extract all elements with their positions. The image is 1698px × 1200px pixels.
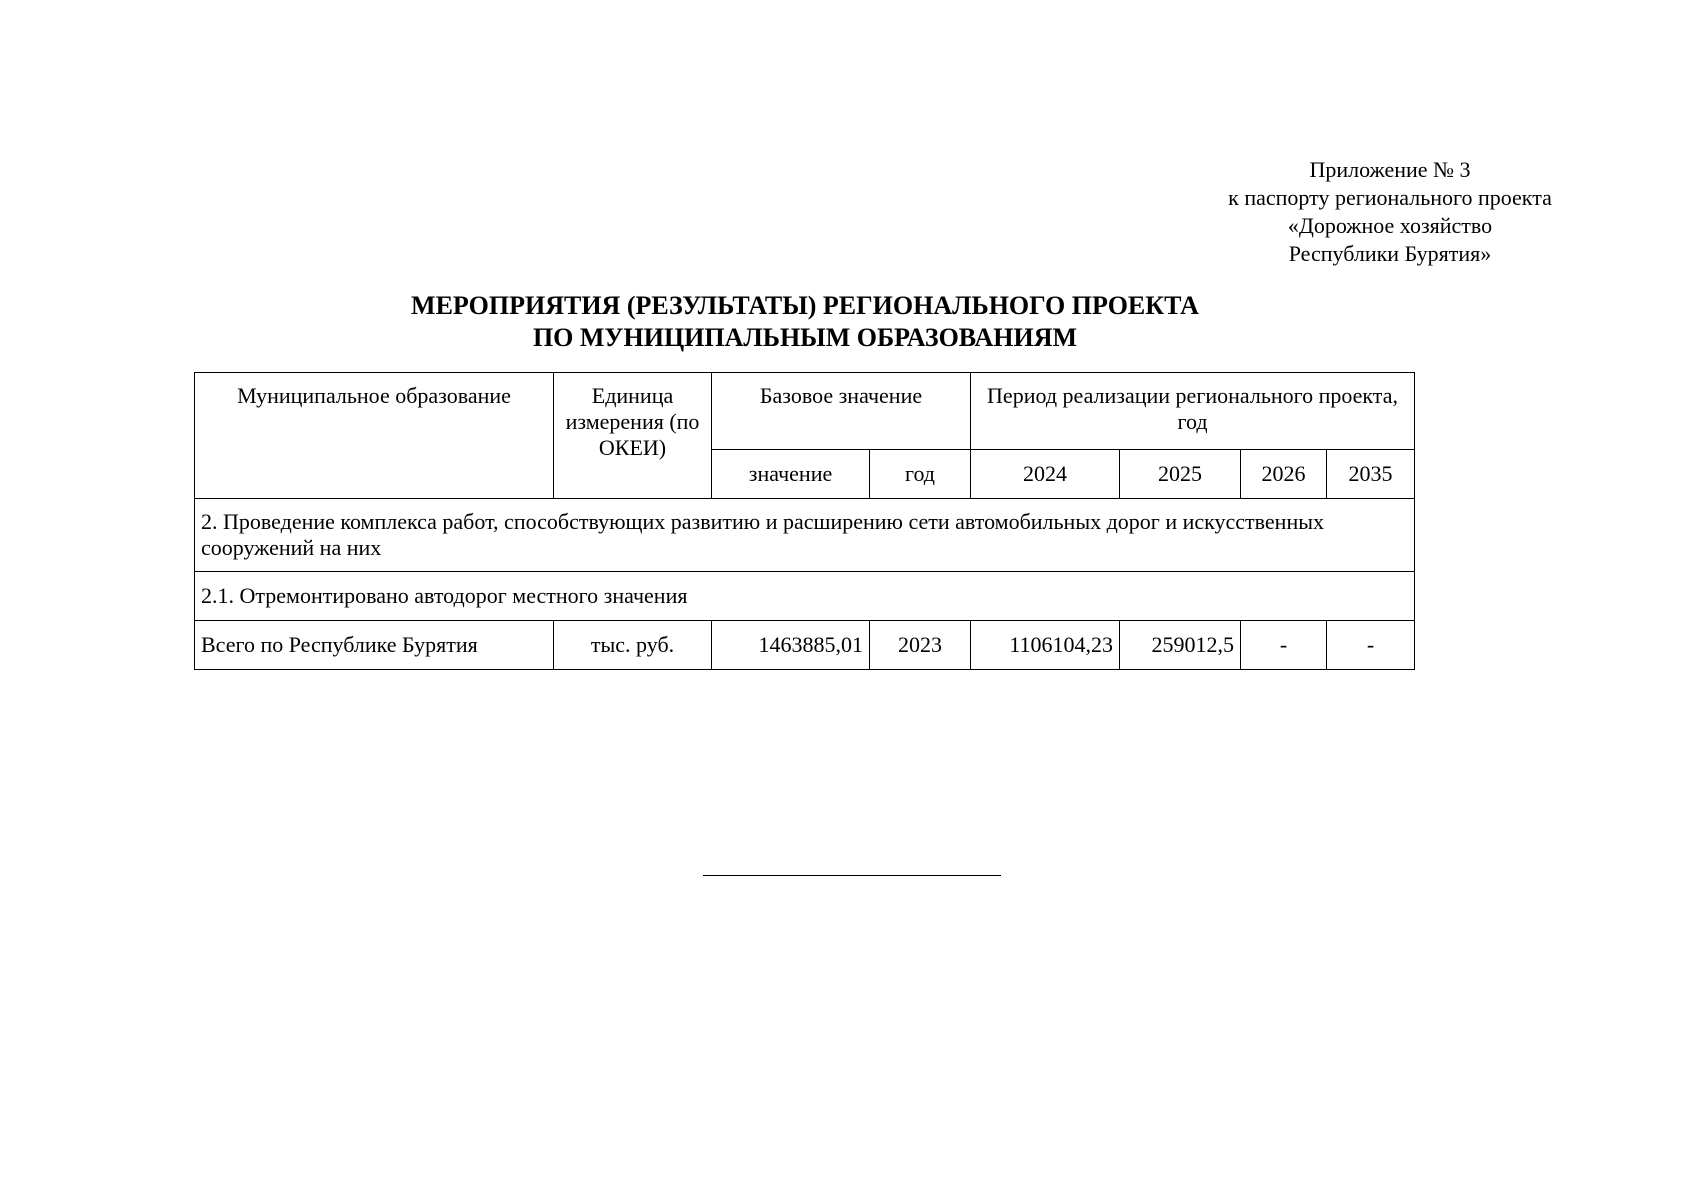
header-municipality: Муниципальное образование bbox=[195, 373, 554, 499]
cell-2025: 259012,5 bbox=[1120, 621, 1241, 670]
subsection-title: 2.1. Отремонтировано автодорог местного значения bbox=[195, 572, 1415, 621]
document-title bbox=[195, 290, 1415, 354]
header-row-1 bbox=[195, 373, 1415, 450]
title-line-2: ПО МУНИЦИПАЛЬНЫМ ОБРАЗОВАНИЯМ bbox=[532, 323, 1078, 352]
end-separator-line bbox=[703, 875, 1001, 876]
appendix-line-2: к паспорту регионального проекта bbox=[1228, 185, 1552, 210]
table-row bbox=[195, 621, 1415, 670]
cell-base-year: 2023 bbox=[870, 621, 971, 670]
title-line-1: МЕРОПРИЯТИЯ (РЕЗУЛЬТАТЫ) РЕГИОНАЛЬНОГО ПРОЕКТА bbox=[411, 291, 1199, 320]
header-base-value: значение bbox=[712, 450, 870, 499]
cell-2024: 1106104,23 bbox=[971, 621, 1120, 670]
appendix-line-4: Республики Бурятия» bbox=[1288, 241, 1492, 266]
header-year-2024: 2024 bbox=[971, 450, 1120, 499]
results-table bbox=[194, 372, 1415, 670]
header-unit: Единица измерения (по ОКЕИ) bbox=[554, 373, 712, 499]
subsection-row bbox=[195, 572, 1415, 621]
header-year-2025: 2025 bbox=[1120, 450, 1241, 499]
cell-base-value: 1463885,01 bbox=[712, 621, 870, 670]
appendix-line-3: «Дорожное хозяйство bbox=[1287, 213, 1493, 238]
cell-2026: - bbox=[1241, 621, 1327, 670]
section-row bbox=[195, 499, 1415, 572]
header-period: Период реализации регионального проекта, год bbox=[971, 373, 1415, 450]
section-title: 2. Проведение комплекса работ, способствующих развитию и расширению сети автомобильных дорог и искусственных сооружений на них bbox=[195, 499, 1415, 572]
header-year-2026: 2026 bbox=[1241, 450, 1327, 499]
header-year-2035: 2035 bbox=[1327, 450, 1415, 499]
header-base-year: год bbox=[870, 450, 971, 499]
header-base: Базовое значение bbox=[712, 373, 971, 450]
appendix-line-1: Приложение № 3 bbox=[1309, 157, 1471, 182]
cell-unit: тыс. руб. bbox=[554, 621, 712, 670]
cell-2035: - bbox=[1327, 621, 1415, 670]
appendix-block bbox=[1180, 156, 1600, 268]
cell-municipality: Всего по Республике Бурятия bbox=[195, 621, 554, 670]
